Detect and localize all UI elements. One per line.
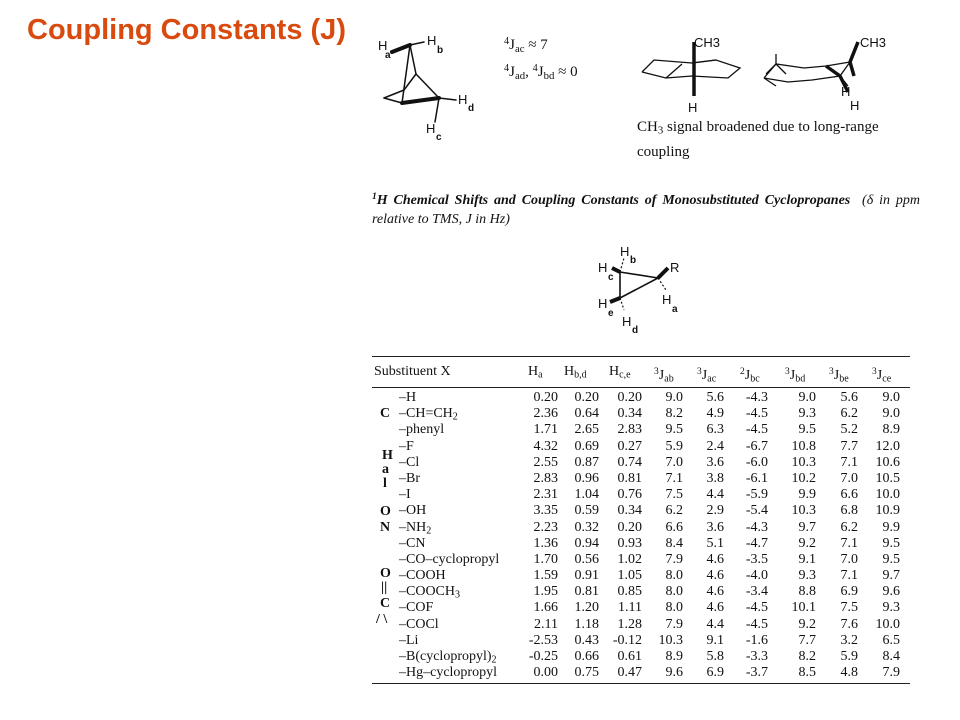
value-cell-jce: 8.9 — [882, 422, 900, 438]
cyclopropane-structure — [592, 240, 702, 335]
value-cell-jab: 9.0 — [665, 390, 683, 405]
sub-label-c: c — [608, 272, 614, 283]
value-cell-jbc: -4.0 — [745, 568, 768, 584]
h-label-chair-right-1: H — [841, 84, 851, 99]
value-cell-hbd: 0.96 — [574, 470, 599, 486]
value-cell-jab: 6.2 — [665, 503, 683, 519]
value-cell-jce: 9.0 — [882, 390, 900, 405]
header-substituent: Substituent X — [374, 364, 451, 379]
table-row — [372, 455, 910, 471]
value-cell-hbd: 0.87 — [574, 454, 599, 470]
value-cell-jce: 10.5 — [875, 470, 900, 486]
value-cell-jab: 8.0 — [665, 568, 683, 584]
substituent-cell: $-NH_2$ — [399, 519, 432, 537]
value-cell-jac: 4.6 — [706, 551, 724, 567]
value-cell-ha: 3.35 — [533, 503, 558, 519]
coupling-note-ad-bd: $^4J_{ad}$, $^4J_{bd} \approx 0$ — [504, 62, 578, 82]
value-cell-hce: 0.47 — [617, 665, 642, 681]
value-cell-jab: 6.6 — [665, 519, 683, 535]
value-cell-hce: 0.34 — [617, 406, 642, 422]
value-cell-jbc: -4.5 — [745, 422, 768, 438]
value-cell-ha: 1.36 — [533, 535, 558, 551]
table-row — [372, 649, 910, 665]
sub-label-b: b — [437, 45, 444, 56]
sub-label-a: a — [672, 304, 678, 315]
h-label-chair-left: H — [688, 100, 698, 115]
value-cell-hce: 0.34 — [617, 503, 642, 519]
value-cell-hce: 1.02 — [617, 551, 642, 567]
value-cell-hce: 0.27 — [617, 438, 642, 454]
table-row — [372, 665, 910, 681]
value-cell-jac: 4.6 — [706, 600, 724, 616]
value-cell-hce: 0.76 — [617, 487, 642, 503]
value-cell-jbe: 6.2 — [840, 406, 858, 422]
side-label-slashes: / \ — [376, 612, 388, 627]
side-label-h: H — [382, 448, 393, 463]
value-cell-jbd: 9.0 — [798, 390, 816, 405]
value-cell-jbe: 7.0 — [840, 551, 858, 567]
substituent-cell: –COF — [399, 600, 434, 616]
table-row — [372, 617, 910, 633]
table-body — [372, 388, 910, 681]
value-cell-jbe: 7.5 — [840, 600, 858, 616]
value-cell-jab: 8.2 — [665, 406, 683, 422]
value-cell-ha: 2.55 — [533, 454, 558, 470]
side-label-o: O — [380, 504, 391, 519]
value-cell-jac: 4.6 — [706, 568, 724, 584]
cyclohexane-chairs — [636, 30, 906, 120]
value-cell-jac: 5.8 — [706, 649, 724, 664]
coupling-notes — [504, 32, 578, 86]
table-row — [372, 439, 910, 455]
value-cell-hbd: 0.69 — [574, 438, 599, 454]
value-cell-jbd: 7.7 — [798, 632, 816, 648]
value-cell-jbc: -5.9 — [745, 487, 768, 503]
value-cell-hbd: 0.66 — [574, 649, 599, 664]
value-cell-hbd: 0.56 — [574, 551, 599, 567]
value-cell-jbe: 6.9 — [840, 584, 858, 600]
value-cell-jac: 2.4 — [706, 438, 724, 454]
value-cell-jac: 4.9 — [706, 406, 724, 422]
substituent-cell: –CO–cyclopropyl — [399, 551, 500, 567]
table-row — [372, 487, 910, 503]
value-cell-jab: 10.3 — [658, 632, 683, 648]
sub-label-a: a — [385, 50, 391, 61]
value-cell-jbc: -3.4 — [745, 584, 768, 600]
value-cell-jce: 7.9 — [882, 665, 900, 681]
substituent-cell: –COCl — [399, 616, 439, 632]
header-hce: $H_{c,e}$ — [609, 364, 631, 381]
substituent-cell: –I — [399, 487, 411, 503]
value-cell-jab: 9.6 — [665, 665, 683, 681]
side-label-c: C — [380, 406, 391, 421]
value-cell-hce: 1.05 — [617, 568, 642, 584]
value-cell-ha: 4.32 — [533, 438, 558, 454]
side-label-a: a — [382, 462, 389, 477]
h-label-chair-right-2: H — [850, 98, 860, 113]
value-cell-ha: 1.66 — [533, 600, 558, 616]
value-cell-jac: 5.1 — [706, 535, 724, 551]
norbornane-structure — [372, 30, 497, 145]
value-cell-ha: -2.53 — [528, 632, 558, 648]
bridge-bond-bold — [392, 45, 410, 52]
value-cell-jbe: 5.6 — [840, 390, 858, 405]
value-cell-jab: 7.0 — [665, 454, 683, 470]
value-cell-jce: 9.5 — [882, 535, 900, 551]
value-cell-jac: 6.3 — [706, 422, 724, 438]
value-cell-jbe: 4.8 — [840, 665, 858, 681]
value-cell-jbe: 7.6 — [840, 616, 858, 632]
value-cell-hbd: 2.65 — [574, 422, 599, 438]
chair-left — [642, 60, 740, 78]
value-cell-ha: 1.70 — [533, 551, 558, 567]
value-cell-hce: 0.85 — [617, 584, 642, 600]
value-cell-jbe: 5.9 — [840, 649, 858, 664]
value-cell-jab: 7.1 — [665, 470, 683, 486]
chair-caption: $CH_3$ signal broadened due to long-range coupling — [637, 119, 879, 160]
value-cell-jbc: -4.5 — [745, 600, 768, 616]
value-cell-hbd: 0.32 — [574, 519, 599, 535]
value-cell-jbd: 9.2 — [798, 616, 816, 632]
value-cell-ha: 0.20 — [533, 390, 558, 405]
table-row — [372, 471, 910, 487]
value-cell-jbe: 7.1 — [840, 568, 858, 584]
side-label-c2: C — [380, 596, 391, 611]
value-cell-jbc: -6.0 — [745, 454, 768, 470]
value-cell-jab: 8.4 — [665, 535, 683, 551]
table-row — [372, 422, 910, 438]
table-row — [372, 503, 910, 519]
side-label-bars: || — [381, 580, 388, 595]
value-cell-jbc: -6.1 — [745, 470, 768, 486]
value-cell-jce: 10.0 — [875, 616, 900, 632]
ch3-label-left: CH3 — [694, 35, 721, 50]
value-cell-jab: 8.0 — [665, 600, 683, 616]
value-cell-jac: 3.8 — [706, 470, 724, 486]
h-label-b: H — [620, 244, 630, 259]
header-hbd: $H_{b,d}$ — [564, 364, 587, 381]
value-cell-jce: 9.3 — [882, 600, 900, 616]
substituent-cell: –phenyl — [399, 422, 445, 438]
value-cell-jbd: 9.9 — [798, 487, 816, 503]
table-row — [372, 568, 910, 584]
value-cell-ha: -0.25 — [528, 649, 558, 664]
substituent-cell: –Br — [399, 470, 420, 486]
value-cell-jbc: -4.3 — [745, 519, 768, 535]
side-label-l: l — [383, 476, 387, 491]
value-cell-jbd: 8.5 — [798, 665, 816, 681]
value-cell-jbe: 7.7 — [840, 438, 858, 454]
substituent-cell: $-B(cyclopropyl)_2$ — [399, 649, 497, 666]
table-row — [372, 633, 910, 649]
sub-label-d: d — [632, 325, 639, 335]
value-cell-jbd: 9.1 — [798, 551, 816, 567]
value-cell-jbe: 6.2 — [840, 519, 858, 535]
value-cell-jac: 2.9 — [706, 503, 724, 519]
value-cell-hbd: 1.04 — [574, 487, 599, 503]
value-cell-jac: 3.6 — [706, 519, 724, 535]
table-row — [372, 536, 910, 552]
value-cell-jab: 7.9 — [665, 551, 683, 567]
substituent-cell: $-COOCH_3$ — [399, 584, 461, 601]
value-cell-jac: 4.4 — [706, 616, 724, 632]
value-cell-jbc: -6.7 — [745, 438, 768, 454]
value-cell-jac: 6.9 — [706, 665, 724, 681]
value-cell-jce: 10.0 — [875, 487, 900, 503]
value-cell-jab: 7.9 — [665, 616, 683, 632]
table-row — [372, 600, 910, 616]
value-cell-jbd: 10.2 — [791, 470, 816, 486]
value-cell-jbc: -3.7 — [745, 665, 768, 681]
value-cell-jbe: 3.2 — [840, 632, 858, 648]
substituent-cell: –Cl — [399, 454, 420, 470]
value-cell-hce: 0.93 — [617, 535, 642, 551]
value-cell-jbd: 9.3 — [798, 406, 816, 422]
sub-label-b: b — [630, 255, 637, 266]
sub-label-c: c — [436, 132, 442, 143]
h-label-a: H — [378, 38, 388, 53]
value-cell-hce: 0.61 — [617, 649, 642, 664]
value-cell-jbe: 7.0 — [840, 470, 858, 486]
substituent-cell: –Hg–cyclopropyl — [399, 665, 497, 681]
value-cell-hce: 0.20 — [617, 390, 642, 405]
value-cell-hbd: 0.43 — [574, 632, 599, 648]
sub-label-d: d — [468, 103, 475, 114]
value-cell-jce: 10.9 — [875, 503, 900, 519]
value-cell-jce: 8.4 — [882, 649, 900, 664]
value-cell-ha: 1.71 — [533, 422, 558, 438]
front-bond-bold — [402, 98, 439, 103]
value-cell-jac: 5.6 — [706, 390, 724, 405]
table-row — [372, 520, 910, 536]
value-cell-hbd: 0.91 — [574, 568, 599, 584]
coupling-note-ac: $^4J_{ac} \approx 7$ — [504, 36, 548, 55]
h-label-d: H — [458, 92, 468, 107]
value-cell-jbd: 10.1 — [791, 600, 816, 616]
value-cell-jbd: 9.7 — [798, 519, 816, 535]
value-cell-jbd: 8.8 — [798, 584, 816, 600]
value-cell-jbd: 9.5 — [798, 422, 816, 438]
value-cell-jbc: -4.7 — [745, 535, 768, 551]
value-cell-hce: 0.81 — [617, 470, 642, 486]
value-cell-hbd: 0.81 — [574, 584, 599, 600]
header-jbe: $^3J_{be}$ — [829, 367, 849, 385]
value-cell-jce: 9.9 — [882, 519, 900, 535]
table-heading: $^1$H Chemical Shifts and Coupling Constants of Monosubstituted Cyclopropanes (δ in ppm relative to TMS, J in Hz) — [372, 192, 921, 227]
value-cell-jce: 9.0 — [882, 406, 900, 422]
value-cell-jab: 8.9 — [665, 649, 683, 664]
value-cell-jbc: -4.5 — [745, 616, 768, 632]
value-cell-jce: 6.5 — [882, 632, 900, 648]
value-cell-hbd: 0.75 — [574, 665, 599, 681]
value-cell-hbd: 0.59 — [574, 503, 599, 519]
value-cell-jbc: -3.3 — [745, 649, 768, 664]
header-jbd: $^3J_{bd}$ — [785, 367, 806, 385]
value-cell-jce: 9.6 — [882, 584, 900, 600]
h-label-b: H — [427, 33, 437, 48]
header-jce: $^3J_{ce}$ — [872, 367, 892, 385]
value-cell-ha: 0.00 — [533, 665, 558, 681]
substituent-cell: –Li — [399, 632, 419, 648]
header-jab: $^3J_{ab}$ — [654, 367, 674, 385]
value-cell-jab: 7.5 — [665, 487, 683, 503]
side-label-o2: O — [380, 566, 391, 581]
h-label-c: H — [426, 121, 436, 136]
value-cell-hbd: 1.20 — [574, 600, 599, 616]
value-cell-hce: 1.28 — [617, 616, 642, 632]
value-cell-ha: 1.95 — [533, 584, 558, 600]
substituent-cell: –H — [399, 390, 417, 405]
value-cell-jab: 8.0 — [665, 584, 683, 600]
header-ha: $H_a$ — [528, 364, 543, 381]
h-label-a: H — [662, 292, 672, 307]
value-cell-ha: 2.83 — [533, 470, 558, 486]
value-cell-jbc: -3.5 — [745, 551, 768, 567]
value-cell-jbe: 7.1 — [840, 454, 858, 470]
coupling-constants-table — [372, 356, 910, 684]
value-cell-ha: 2.36 — [533, 406, 558, 422]
value-cell-jbd: 10.8 — [791, 438, 816, 454]
value-cell-jbc: -5.4 — [745, 503, 768, 519]
value-cell-jbd: 9.3 — [798, 568, 816, 584]
value-cell-hce: 0.74 — [617, 454, 642, 470]
value-cell-ha: 1.59 — [533, 568, 558, 584]
value-cell-jce: 10.6 — [875, 454, 900, 470]
h-label-e: H — [598, 296, 608, 311]
value-cell-hce: 2.83 — [617, 422, 642, 438]
value-cell-hce: 0.20 — [617, 519, 642, 535]
value-cell-ha: 2.11 — [534, 616, 558, 632]
value-cell-jbe: 7.1 — [840, 535, 858, 551]
value-cell-jac: 4.4 — [706, 487, 724, 503]
value-cell-ha: 2.31 — [533, 487, 558, 503]
ch3-label-right: CH3 — [860, 35, 887, 50]
value-cell-jce: 12.0 — [875, 438, 900, 454]
value-cell-jac: 9.1 — [706, 632, 724, 648]
table-header-row — [372, 357, 910, 387]
substituent-cell: –OH — [399, 503, 427, 519]
value-cell-hbd: 0.94 — [574, 535, 599, 551]
value-cell-jbe: 6.6 — [840, 487, 858, 503]
table-row — [372, 584, 910, 600]
side-label-n: N — [380, 520, 391, 535]
value-cell-ha: 2.23 — [533, 519, 558, 535]
value-cell-jce: 9.5 — [882, 551, 900, 567]
sub-label-e: e — [608, 308, 614, 319]
value-cell-hce: -0.12 — [612, 632, 642, 648]
h-label-c: H — [598, 260, 608, 275]
value-cell-jbc: -4.5 — [745, 406, 768, 422]
cyclopropane-ring — [620, 272, 658, 298]
substituent-cell: –COOH — [399, 568, 446, 584]
value-cell-jbd: 10.3 — [791, 503, 816, 519]
h-label-d: H — [622, 314, 632, 329]
value-cell-jbc: -1.6 — [745, 632, 768, 648]
table-row — [372, 552, 910, 568]
value-cell-jbe: 5.2 — [840, 422, 858, 438]
value-cell-jab: 9.5 — [665, 422, 683, 438]
value-cell-jbd: 9.2 — [798, 535, 816, 551]
value-cell-hbd: 0.20 — [574, 390, 599, 405]
value-cell-hce: 1.11 — [618, 600, 642, 616]
substituent-cell: $-CH=CH_2$ — [399, 406, 458, 423]
value-cell-jbd: 8.2 — [798, 649, 816, 664]
table-row — [372, 390, 910, 406]
header-jac: $^3J_{ac}$ — [697, 367, 717, 385]
value-cell-jce: 9.7 — [882, 568, 900, 584]
value-cell-jbe: 6.8 — [840, 503, 858, 519]
header-jbc: $^2J_{bc}$ — [740, 367, 760, 385]
value-cell-jac: 3.6 — [706, 454, 724, 470]
table-row — [372, 406, 910, 422]
value-cell-jab: 5.9 — [665, 438, 683, 454]
slide-title: Coupling Constants (J) — [27, 14, 346, 46]
substituent-cell: –F — [399, 438, 414, 454]
value-cell-hbd: 1.18 — [574, 616, 599, 632]
value-cell-jbd: 10.3 — [791, 454, 816, 470]
value-cell-jbc: -4.3 — [745, 390, 768, 405]
value-cell-hbd: 0.64 — [574, 406, 599, 422]
value-cell-jac: 4.6 — [706, 584, 724, 600]
substituent-cell: –CN — [399, 535, 426, 551]
r-label: R — [670, 260, 680, 275]
